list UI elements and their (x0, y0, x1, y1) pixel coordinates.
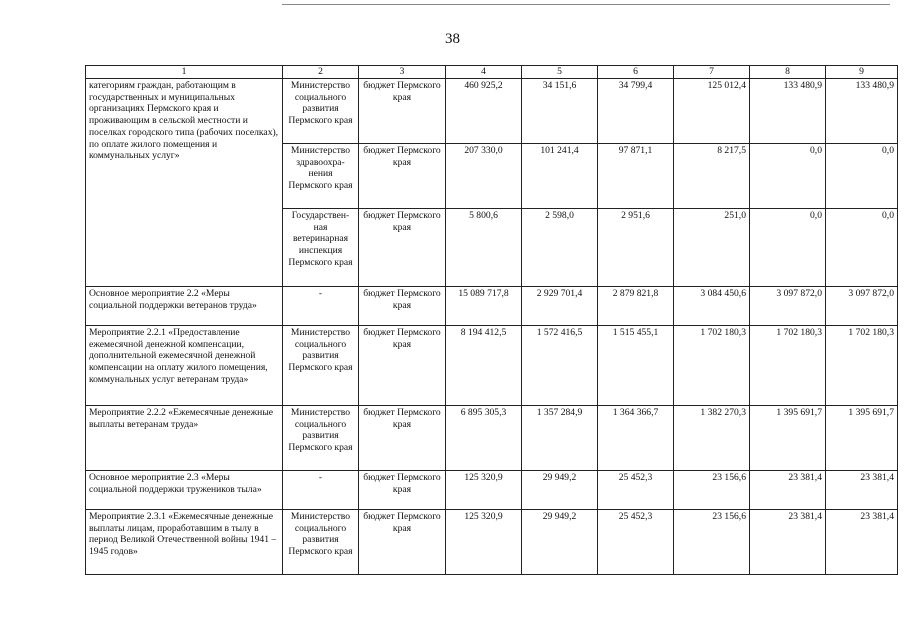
amount-cell-col-7: 8 217,5 (674, 144, 750, 209)
amount-cell-col-9: 3 097 872,0 (826, 287, 898, 326)
amount-cell-col-8: 23 381,4 (750, 510, 826, 575)
header-col-8: 8 (750, 66, 826, 79)
amount-cell-col-7: 3 084 450,6 (674, 287, 750, 326)
budget-table (85, 65, 898, 575)
measure-description: Мероприятие 2.2.2 «Ежемесячные денежные выплаты ветеранам труда» (86, 406, 283, 471)
amount-cell-col-6: 2 951,6 (598, 209, 674, 287)
amount-cell-col-8: 0,0 (750, 209, 826, 287)
executor-cell: Министерство социального развития Пермского края (283, 326, 359, 406)
amount-cell-col-9: 23 381,4 (826, 471, 898, 510)
amount-cell-col-4: 8 194 412,5 (446, 326, 522, 406)
header-col-7: 7 (674, 66, 750, 79)
amount-cell-col-5: 1 572 416,5 (522, 326, 598, 406)
table-row (86, 79, 898, 144)
amount-cell-col-9: 23 381,4 (826, 510, 898, 575)
amount-cell-col-6: 2 879 821,8 (598, 287, 674, 326)
amount-cell-col-4: 6 895 305,3 (446, 406, 522, 471)
table-row (86, 287, 898, 326)
amount-cell-col-4: 460 925,2 (446, 79, 522, 144)
amount-cell-col-5: 2 598,0 (522, 209, 598, 287)
amount-cell-col-4: 15 089 717,8 (446, 287, 522, 326)
header-col-6: 6 (598, 66, 674, 79)
amount-cell-col-4: 207 330,0 (446, 144, 522, 209)
funding-source-cell: бюджет Пермского края (359, 79, 446, 144)
amount-cell-col-4: 125 320,9 (446, 510, 522, 575)
page-number: 38 (445, 31, 460, 47)
amount-cell-col-7: 1 382 270,3 (674, 406, 750, 471)
table-row (86, 326, 898, 406)
amount-cell-col-8: 3 097 872,0 (750, 287, 826, 326)
funding-source-cell: бюджет Пермского края (359, 209, 446, 287)
header-col-9: 9 (826, 66, 898, 79)
amount-cell-col-5: 2 929 701,4 (522, 287, 598, 326)
header-col-4: 4 (446, 66, 522, 79)
funding-source-cell: бюджет Пермского края (359, 510, 446, 575)
header-row (86, 66, 898, 79)
amount-cell-col-9: 1 395 691,7 (826, 406, 898, 471)
amount-cell-col-9: 0,0 (826, 144, 898, 209)
amount-cell-col-6: 97 871,1 (598, 144, 674, 209)
measure-description: категориям граждан, работающим в государственных и муниципальных организациях Пермского края и проживающим в сельской местности и поселках городского типа (рабочих поселках), по оплате жилого помещения и коммунальных услуг» (86, 79, 283, 287)
measure-description: Основное мероприятие 2.3 «Меры социальной поддержки тружеников тыла» (86, 471, 283, 510)
funding-source-cell: бюджет Пермского края (359, 326, 446, 406)
amount-cell-col-6: 1 515 455,1 (598, 326, 674, 406)
amount-cell-col-4: 125 320,9 (446, 471, 522, 510)
funding-source-cell: бюджет Пермского края (359, 406, 446, 471)
measure-description: Мероприятие 2.2.1 «Предоставление ежемесячной денежной компенсации, дополнительной ежемесячной денежной компенсации на оплату жилого помещения, коммунальных услуг ветеранам труда» (86, 326, 283, 406)
amount-cell-col-7: 23 156,6 (674, 471, 750, 510)
table-row (86, 406, 898, 471)
funding-source-cell: бюджет Пермского края (359, 144, 446, 209)
table-row (86, 471, 898, 510)
executor-cell: Государствен-ная ветеринарная инспекция Пермского края (283, 209, 359, 287)
header-col-2: 2 (283, 66, 359, 79)
amount-cell-col-7: 1 702 180,3 (674, 326, 750, 406)
amount-cell-col-6: 34 799,4 (598, 79, 674, 144)
amount-cell-col-7: 251,0 (674, 209, 750, 287)
amount-cell-col-9: 0,0 (826, 209, 898, 287)
header-col-5: 5 (522, 66, 598, 79)
amount-cell-col-9: 1 702 180,3 (826, 326, 898, 406)
budget-table-body (86, 66, 898, 575)
executor-cell: Министерство социального развития Пермского края (283, 79, 359, 144)
amount-cell-col-8: 1 702 180,3 (750, 326, 826, 406)
header-col-1: 1 (86, 66, 283, 79)
amount-cell-col-9: 133 480,9 (826, 79, 898, 144)
measure-description: Основное мероприятие 2.2 «Меры социальной поддержки ветеранов труда» (86, 287, 283, 326)
header-col-3: 3 (359, 66, 446, 79)
amount-cell-col-5: 1 357 284,9 (522, 406, 598, 471)
executor-cell: Министерство социального развития Пермского края (283, 510, 359, 575)
amount-cell-col-6: 25 452,3 (598, 471, 674, 510)
amount-cell-col-5: 101 241,4 (522, 144, 598, 209)
amount-cell-col-6: 1 364 366,7 (598, 406, 674, 471)
amount-cell-col-5: 34 151,6 (522, 79, 598, 144)
funding-source-cell: бюджет Пермского края (359, 471, 446, 510)
amount-cell-col-8: 0,0 (750, 144, 826, 209)
amount-cell-col-4: 5 800,6 (446, 209, 522, 287)
funding-source-cell: бюджет Пермского края (359, 287, 446, 326)
amount-cell-col-8: 1 395 691,7 (750, 406, 826, 471)
top-border-line (282, 4, 890, 5)
measure-description: Мероприятие 2.3.1 «Ежемесячные денежные выплаты лицам, проработавшим в тылу в период Великой Отечественной войны 1941 – 1945 годов» (86, 510, 283, 575)
amount-cell-col-7: 125 012,4 (674, 79, 750, 144)
executor-cell: Министерство социального развития Пермского края (283, 406, 359, 471)
amount-cell-col-5: 29 949,2 (522, 510, 598, 575)
amount-cell-col-6: 25 452,3 (598, 510, 674, 575)
amount-cell-col-7: 23 156,6 (674, 510, 750, 575)
amount-cell-col-8: 23 381,4 (750, 471, 826, 510)
executor-cell: - (283, 471, 359, 510)
executor-cell: - (283, 287, 359, 326)
table-row (86, 510, 898, 575)
amount-cell-col-5: 29 949,2 (522, 471, 598, 510)
executor-cell: Министерство здравоохра-нения Пермского края (283, 144, 359, 209)
amount-cell-col-8: 133 480,9 (750, 79, 826, 144)
